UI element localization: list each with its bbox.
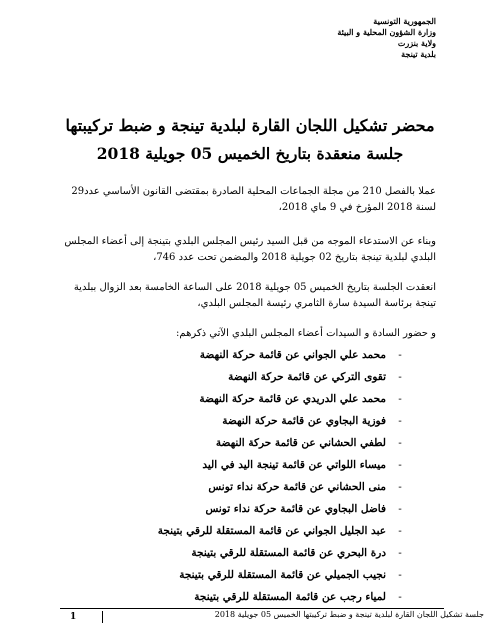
list-item — [74, 410, 414, 432]
members-intro: و حضور السادة و السيدات أعضاء المجلس البلدي الآتي ذكرهم: — [176, 328, 436, 339]
footer-divider — [60, 608, 444, 609]
member-name: درة البحري عن قائمة المستقلة للرقي بتينجة — [191, 547, 386, 559]
paragraph-invitation: وبناء عن الاستدعاء الموجه من قبل السيد رئيس المجلس البلدي بتينجة إلى أعضاء المجلس البلدي لبلدية تينجة بتاريخ 02 جويلية 2018 والمضمن تحت عدد 746، — [64, 236, 436, 263]
member-name: نجيب الجميلي عن قائمة المستقلة للرقي بتينجة — [179, 569, 386, 581]
footer-separator — [102, 611, 103, 623]
list-item — [74, 366, 414, 388]
page-footer — [50, 606, 494, 628]
list-marker: - — [398, 349, 402, 361]
list-item — [74, 476, 414, 498]
letterhead-line: ولاية بنزرت — [397, 38, 436, 48]
list-marker: - — [398, 481, 402, 493]
page-number: 1 — [70, 612, 77, 622]
document-subtitle: جلسة منعقدة بتاريخ الخميس 05 جويلية 2018 — [96, 144, 404, 163]
list-marker: - — [398, 437, 402, 449]
member-name: لطفي الحشاني عن قائمة حركة النهضة — [215, 437, 386, 449]
list-item — [74, 432, 414, 454]
list-item — [74, 542, 414, 564]
list-marker: - — [398, 371, 402, 383]
letterhead-line: وزارة الشؤون المحلية و البيئة — [337, 27, 436, 37]
list-item — [74, 344, 414, 366]
member-name: فوزية البجاوي عن قائمة حركة النهضة — [222, 415, 386, 427]
member-name: منى الحشاني عن قائمة حركة نداء تونس — [208, 481, 386, 493]
list-marker: - — [398, 525, 402, 537]
list-item — [74, 388, 414, 410]
list-marker: - — [398, 393, 402, 405]
list-item — [74, 586, 414, 608]
list-marker: - — [398, 591, 402, 603]
footer-text: جلسة تشكيل اللجان القارة لبلدية تينجة و ضبط تركيبتها الخميس 05 جويلية 2018 — [214, 610, 484, 619]
letterhead-line: الجمهورية التونسية — [373, 16, 436, 26]
list-item — [74, 454, 414, 476]
list-marker: - — [398, 503, 402, 515]
letterhead-line: بلدية تينجة — [401, 49, 436, 59]
member-name: تقوى التركي عن قائمة حركة النهضة — [228, 371, 386, 383]
list-marker: - — [398, 415, 402, 427]
list-item — [74, 564, 414, 586]
member-name: فاضل البجاوي عن قائمة حركة نداء تونس — [205, 503, 386, 515]
member-name: لمياء رجب عن قائمة المستقلة للرقي بتينجة — [194, 591, 386, 603]
document-title: محضر تشكيل اللجان القارة لبلدية تينجة و ضبط تركيبتها — [65, 116, 435, 135]
paragraph-session: انعقدت الجلسة بتاريخ الخميس 05 جويلية 2018 على الساعة الخامسة بعد الزوال ببلدية تينجة برئاسة السيدة سارة الثامري رئيسة المجلس البلدي، — [73, 282, 436, 309]
list-item — [74, 520, 414, 542]
members-list — [74, 344, 414, 608]
member-name: ميساء اللواتي عن قائمة تينجة اليد في اليد — [202, 459, 386, 471]
list-marker: - — [398, 569, 402, 581]
paragraph-legal-basis: عملا بالفصل 210 من مجلة الجماعات المحلية الصادرة بمقتضى القانون الأساسي عدد29 لسنة 2018 المؤرخ في 9 ماي 2018، — [71, 186, 436, 213]
list-marker: - — [398, 459, 402, 471]
letterhead — [286, 16, 436, 60]
member-name: عبد الجليل الجواني عن قائمة المستقلة للرقي بتينجة — [157, 525, 386, 537]
list-item — [74, 498, 414, 520]
member-name: محمد علي الدريدي عن قائمة حركة النهضة — [199, 393, 386, 405]
member-name: محمد علي الجواني عن قائمة حركة النهضة — [199, 349, 386, 361]
list-marker: - — [398, 547, 402, 559]
